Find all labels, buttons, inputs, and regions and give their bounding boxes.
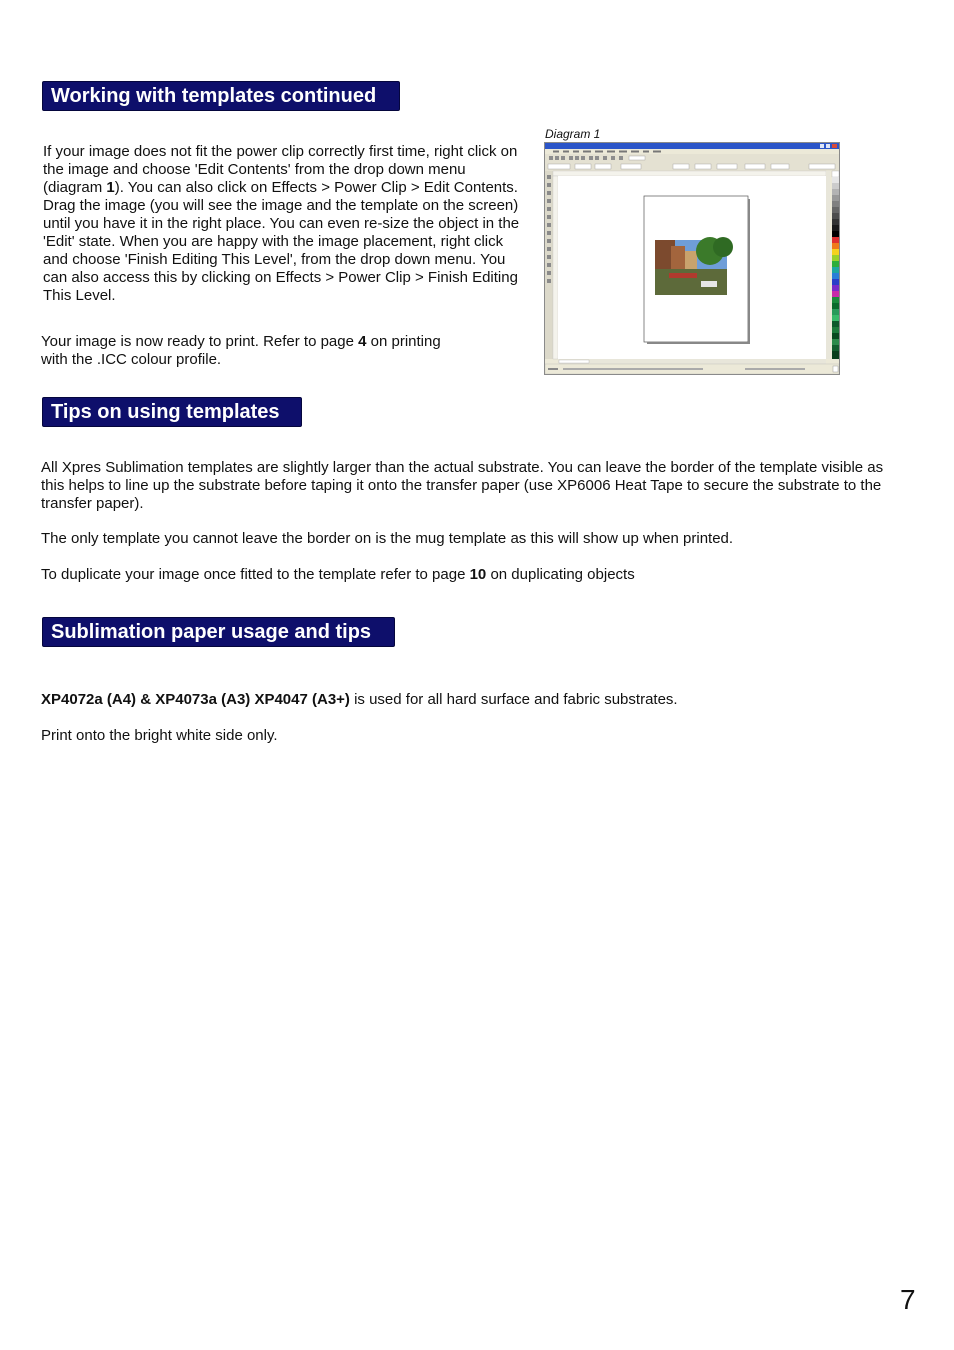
paragraph-mug-template <box>41 530 886 548</box>
window-titlebar <box>545 143 839 149</box>
bold-text-run: 4 <box>358 333 367 350</box>
bold-text-run: XP4072a (A4) & XP4073a (A3) XP4047 (A3+) <box>41 691 350 708</box>
bold-text-run: 1 <box>106 179 115 196</box>
paragraph-edit-contents <box>43 143 523 305</box>
paragraph-ready-to-print <box>41 333 441 369</box>
text-run: on printing with the .ICC colour profile. <box>41 333 441 368</box>
text-run: The only template you cannot leave the border on is the mug template as this will show up when printed. <box>41 530 734 547</box>
paragraph-duplicate-image <box>41 566 886 584</box>
vertical-scrollbar <box>826 171 830 359</box>
coreldraw-window-illustration <box>545 143 839 374</box>
text-run: is used for all hard surface and fabric substrates. <box>349 691 678 708</box>
bold-text-run: 10 <box>469 566 487 583</box>
vertical-ruler <box>553 176 558 359</box>
text-run: To duplicate your image once fitted to the template refer to page <box>41 566 470 583</box>
canal-photo <box>655 237 733 295</box>
diagram-screenshot <box>544 142 840 375</box>
text-run: ). You can also click on Effects > Power Clip > Edit Contents. Drag the image (you will see the image and the template on the screen) until you have it in the right place. You can even re-size the object in the 'Edit' state. When you are happy with the image placement, right click and choose 'Finish Editing This Level', from the drop down menu. You can also access this by clicking on Effects > Power Clip > Finish Editing This Level. <box>43 179 520 304</box>
section-heading-tips-on-using-templates: Tips on using templates <box>42 397 302 427</box>
paragraph-template-border <box>41 459 886 513</box>
page-tabs-bar <box>558 359 826 364</box>
text-run: on duplicating objects <box>486 566 635 583</box>
diagram-caption: Diagram 1 <box>545 127 601 141</box>
color-palette <box>832 171 839 359</box>
text-run: All Xpres Sublimation templates are slightly larger than the actual substrate. You can leave the border of the template visible as this helps to line up the substrate before taping it onto the transfer paper (use XP6006 Heat Tape to secure the substrate to the transfer paper). <box>41 459 884 512</box>
paragraph-paper-codes <box>41 691 886 709</box>
section-heading-working-with-templates: Working with templates continued <box>42 81 400 111</box>
close-icon <box>832 144 837 148</box>
paragraph-print-side <box>41 727 886 745</box>
page-number: 7 <box>900 1284 916 1315</box>
text-run: Your image is now ready to print. Refer to page <box>41 333 359 350</box>
text-run: If your image does not fit the power clip correctly first time, right click on the image and choose 'Edit Contents' from the drop down menu (diagram <box>43 143 518 196</box>
horizontal-ruler <box>553 171 826 176</box>
text-run: Print onto the bright white side only. <box>41 727 278 744</box>
section-heading-sublimation-paper: Sublimation paper usage and tips <box>42 617 395 647</box>
